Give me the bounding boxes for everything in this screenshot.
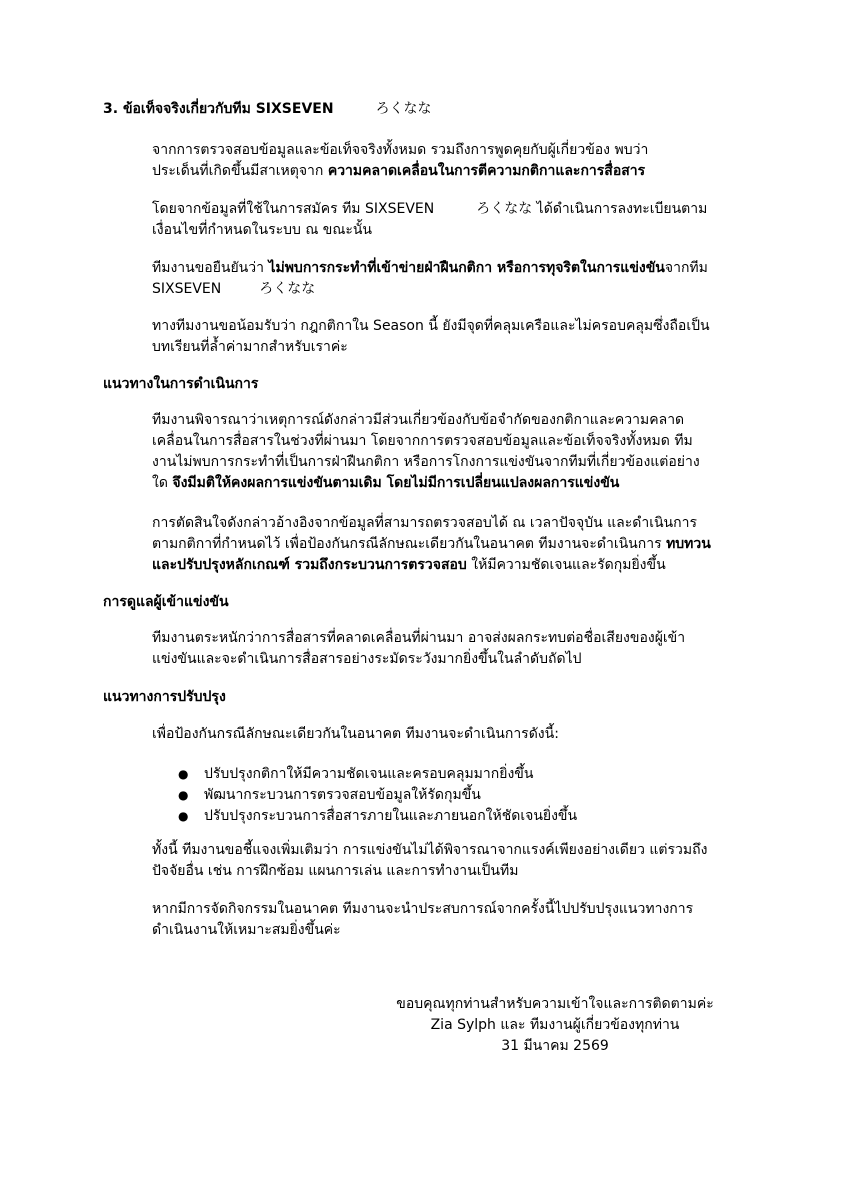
section-heading-improvement: แนวทางการปรับปรุง bbox=[103, 689, 226, 705]
text-segment: โดยจากข้อมูลที่ใช้ในการสมัคร ทีม SIXSEVEN bbox=[152, 201, 435, 217]
paragraph-line: ดำเนินงานให้เหมาะสมยิ่งขึ้นค่ะ bbox=[152, 922, 341, 938]
list-item-text: ปรับปรุงกติกาให้มีความชัดเจนและครอบคลุมมากยิ่งขึ้น bbox=[204, 766, 534, 782]
paragraph-line: แข่งขันและจะดำเนินการสื่อสารอย่างระมัดระวังมากยิ่งขึ้นในลำดับถัดไป bbox=[152, 651, 582, 667]
paragraph-registration bbox=[152, 199, 762, 241]
paragraph-line: หากมีการจัดกิจกรรมในอนาคต ทีมงานจะนำประสบการณ์จากครั้งนี้ไปปรับปรุงแนวทางการ bbox=[152, 901, 694, 917]
emphasis-text: จึงมีมติให้คงผลการแข่งขันตามเดิม โดยไม่มีการเปลี่ยนแปลงผลการแข่งขัน bbox=[172, 475, 620, 491]
closing-date: 31 มีนาคม 2569 bbox=[501, 1038, 609, 1054]
paragraph-findings bbox=[152, 140, 762, 182]
closing-signers: Zia Sylph และ ทีมงานผู้เกี่ยวข้องทุกท่าน bbox=[430, 1017, 680, 1033]
text-segment: จากทีม bbox=[664, 260, 708, 276]
paragraph-line bbox=[152, 534, 762, 555]
bullet-icon: ● bbox=[178, 788, 189, 802]
paragraph-line: การตัดสินใจดังกล่าวอ้างอิงจากข้อมูลที่สามารถตรวจสอบได้ ณ เวลาปัจจุบัน และดำเนินการ bbox=[152, 515, 697, 531]
paragraph-approach bbox=[152, 410, 762, 494]
paragraph-line: ทีมงานพิจารณาว่าเหตุการณ์ดังกล่าวมีส่วนเกี่ยวข้องกับข้อจำกัดของกติกาและความคลาด bbox=[152, 412, 685, 428]
team-name-japanese: ろくなな bbox=[476, 201, 533, 217]
paragraph-clarification bbox=[152, 840, 762, 882]
paragraph-line bbox=[152, 161, 762, 182]
text-segment: ทีมงานขอยืนยันว่า bbox=[152, 260, 269, 276]
paragraph-line: ปัจจัยอื่น เช่น การฝึกซ้อม แผนการเล่น และการทำงานเป็นทีม bbox=[152, 863, 519, 879]
list-item-text: ปรับปรุงกระบวนการสื่อสารภายในและภายนอกให้ชัดเจนยิ่งขึ้น bbox=[204, 808, 578, 824]
paragraph-line bbox=[152, 473, 762, 494]
text-segment: ให้มีความชัดเจนและรัดกุมยิ่งขึ้น bbox=[466, 557, 666, 573]
paragraph-line bbox=[152, 199, 762, 220]
section-heading bbox=[103, 99, 432, 120]
list-item bbox=[178, 785, 577, 806]
text-segment: ได้ดำเนินการลงทะเบียนตาม bbox=[532, 201, 708, 217]
emphasis-text: ไม่พบการกระทำที่เข้าข่ายฝ่าฝืนกติกา หรือการทุจริตในการแข่งขัน bbox=[268, 260, 665, 276]
emphasis-text: และปรับปรุงหลักเกณฑ์ รวมถึงกระบวนการตรวจสอบ bbox=[152, 557, 467, 573]
emphasis-text: ความคลาดเคลื่อนในการตีความกติกาและการสื่อสาร bbox=[327, 163, 646, 179]
list-item-text: พัฒนากระบวนการตรวจสอบข้อมูลให้รัดกุมขึ้น bbox=[204, 787, 481, 803]
paragraph-line: บทเรียนที่ล้ำค่ามากสำหรับเราค่ะ bbox=[152, 339, 348, 355]
closing-thanks: ขอบคุณทุกท่านสำหรับความเข้าใจและการติดตามค่ะ bbox=[396, 996, 714, 1012]
paragraph-line bbox=[152, 555, 762, 576]
paragraph-future bbox=[152, 899, 762, 941]
paragraph-line: งานไม่พบการกระทำที่เป็นการฝ่าฝืนกติกา หรือการโกงการแข่งขันจากทีมที่เกี่ยวข้องแต่อย่าง bbox=[152, 454, 700, 470]
section-heading-approach: แนวทางในการดำเนินการ bbox=[103, 376, 259, 392]
team-name-japanese: ろくなな bbox=[259, 281, 316, 297]
paragraph-decision bbox=[152, 513, 762, 576]
paragraph-care bbox=[152, 628, 762, 670]
paragraph-line: ทั้งนี้ ทีมงานขอชี้แจงเพิ่มเติมว่า การแข่งขันไม่ได้พิจารณาจากแรงค์เพียงอย่างเดียว แต่รวมถึง bbox=[152, 842, 708, 858]
list-item bbox=[178, 806, 577, 827]
text-segment: ตามกติกาที่กำหนดไว้ เพื่อป้องกันกรณีลักษณะเดียวกันในอนาคต ทีมงานจะดำเนินการ bbox=[152, 536, 667, 552]
text-segment: ใด bbox=[152, 475, 173, 491]
improvement-list bbox=[178, 764, 577, 827]
bullet-icon: ● bbox=[178, 809, 189, 823]
paragraph-line: เงื่อนไขที่กำหนดในระบบ ณ ขณะนั้น bbox=[152, 222, 372, 238]
section-title: ข้อเท็จจริงเกี่ยวกับทีม SIXSEVEN bbox=[122, 101, 334, 117]
paragraph-acknowledgement bbox=[152, 316, 762, 358]
bullet-icon: ● bbox=[178, 767, 189, 781]
paragraph-improvement-intro bbox=[152, 724, 762, 745]
text-segment: ประเด็นที่เกิดขึ้นมีสาเหตุจาก bbox=[152, 163, 328, 179]
section-number: 3. bbox=[103, 101, 119, 117]
paragraph-line bbox=[152, 279, 762, 300]
paragraph-line: ทางทีมงานขอน้อมรับว่า กฎกติกาใน Season นี้ ยังมีจุดที่คลุมเครือและไม่ครอบคลุมซึ่งถือเป็น bbox=[152, 318, 710, 334]
paragraph-line bbox=[152, 258, 762, 279]
paragraph-line: เคลื่อนในการสื่อสารในช่วงที่ผ่านมา โดยจากการตรวจสอบข้อมูลและข้อเท็จจริงทั้งหมด ทีม bbox=[152, 433, 693, 449]
paragraph-line: จากการตรวจสอบข้อมูลและข้อเท็จจริงทั้งหมด รวมถึงการพูดคุยกับผู้เกี่ยวข้อง พบว่า bbox=[152, 142, 649, 158]
team-name: SIXSEVEN bbox=[152, 281, 222, 297]
list-item bbox=[178, 764, 577, 785]
closing-block bbox=[370, 994, 740, 1057]
section-heading-care: การดูแลผู้เข้าแข่งขัน bbox=[103, 594, 229, 610]
team-name-japanese: ろくなな bbox=[375, 101, 432, 117]
paragraph-line: ทีมงานตระหนักว่าการสื่อสารที่คลาดเคลื่อนที่ผ่านมา อาจส่งผลกระทบต่อชื่อเสียงของผู้เข้า bbox=[152, 630, 686, 646]
emphasis-text: ทบทวน bbox=[666, 536, 711, 552]
paragraph-confirmation bbox=[152, 258, 762, 300]
paragraph-line: เพื่อป้องกันกรณีลักษณะเดียวกันในอนาคต ทีมงานจะดำเนินการดังนี้: bbox=[152, 726, 559, 742]
